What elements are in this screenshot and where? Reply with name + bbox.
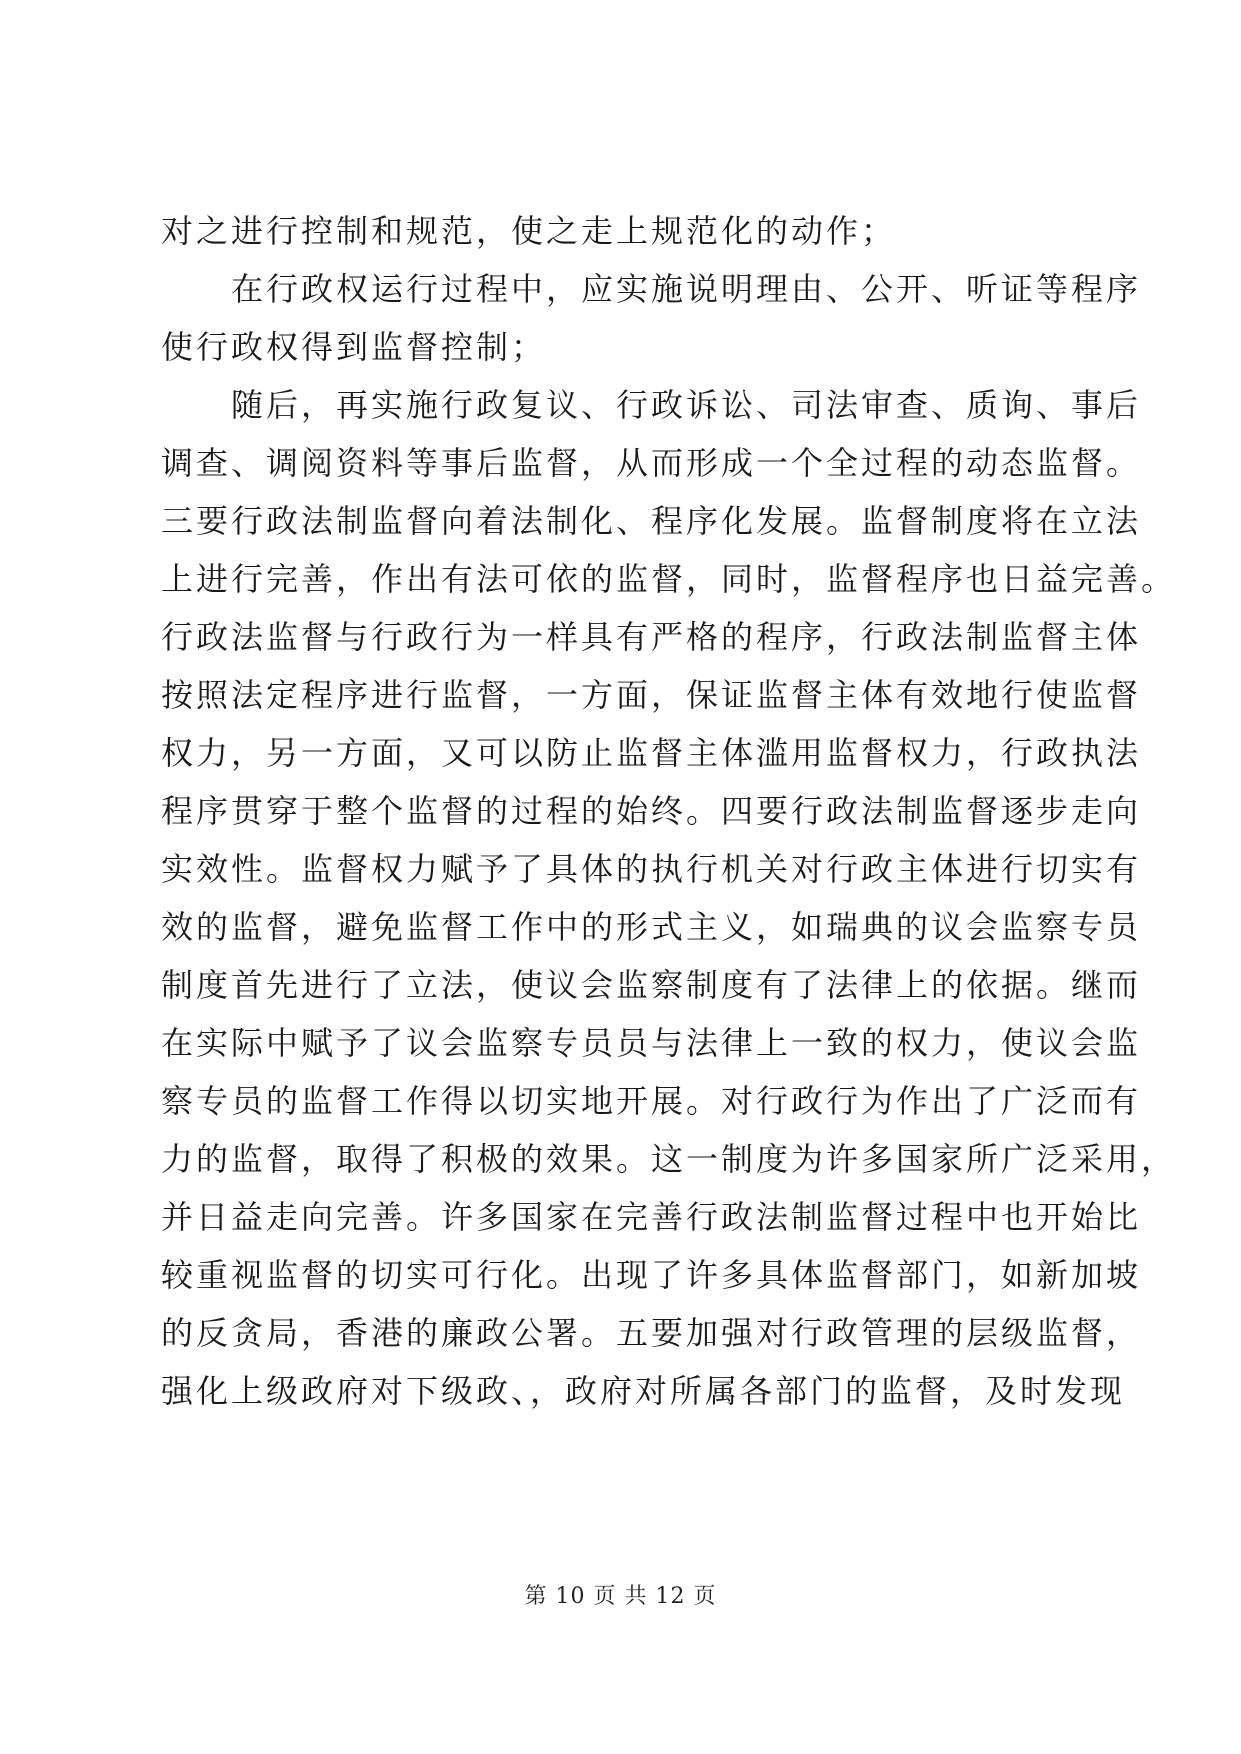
text-line: 按照法定程序进行监督，一方面，保证监督主体有效地行使监督 bbox=[161, 676, 1142, 714]
text-line: 强化上级政府对下级政、，政府对所属各部门的监督，及时发现 bbox=[161, 1372, 1126, 1410]
text-line: 效的监督，避免监督工作中的形式主义，如瑞典的议会监察专员 bbox=[161, 908, 1142, 946]
text-line: 察专员的监督工作得以切实地开展。对行政行为作出了广泛而有 bbox=[161, 1082, 1142, 1120]
page-footer: 第 10 页 共 12 页 bbox=[524, 1584, 717, 1609]
text-line: 程序贯穿于整个监督的过程的始终。四要行政法制监督逐步走向 bbox=[161, 792, 1142, 830]
text-line: 对之进行控制和规范，使之走上规范化的动作； bbox=[161, 212, 897, 250]
text-line: 制度首先进行了立法，使议会监察制度有了法律上的依据。继而 bbox=[161, 966, 1142, 1004]
text-line: 在行政权运行过程中，应实施说明理由、公开、听证等程序 bbox=[231, 270, 1142, 308]
text-line: 的反贪局，香港的廉政公署。五要加强对行政管理的层级监督， bbox=[161, 1314, 1142, 1352]
text-line: 上进行完善，作出有法可依的监督，同时，监督程序也日益完善。 bbox=[161, 560, 1177, 598]
text-line: 调查、调阅资料等事后监督，从而形成一个全过程的动态监督。 bbox=[161, 444, 1142, 482]
text-line: 在实际中赋予了议会监察专员员与法律上一致的权力，使议会监 bbox=[161, 1024, 1142, 1062]
text-line: 随后，再实施行政复议、行政诉讼、司法审查、质询、事后 bbox=[231, 386, 1142, 424]
text-line: 行政法监督与行政行为一样具有严格的程序，行政法制监督主体 bbox=[161, 618, 1142, 656]
text-line: 权力，另一方面，又可以防止监督主体滥用监督权力，行政执法 bbox=[161, 734, 1142, 772]
body-text bbox=[161, 202, 1177, 1420]
text-line: 较重视监督的切实可行化。出现了许多具体监督部门，如新加坡 bbox=[161, 1256, 1142, 1294]
text-line: 三要行政法制监督向着法制化、程序化发展。监督制度将在立法 bbox=[161, 502, 1142, 540]
text-line: 使行政权得到监督控制； bbox=[161, 328, 547, 366]
text-line: 并日益走向完善。许多国家在完善行政法制监督过程中也开始比 bbox=[161, 1198, 1142, 1236]
text-line: 力的监督，取得了积极的效果。这一制度为许多国家所广泛采用， bbox=[161, 1140, 1177, 1178]
text-line: 实效性。监督权力赋予了具体的执行机关对行政主体进行切实有 bbox=[161, 850, 1142, 888]
